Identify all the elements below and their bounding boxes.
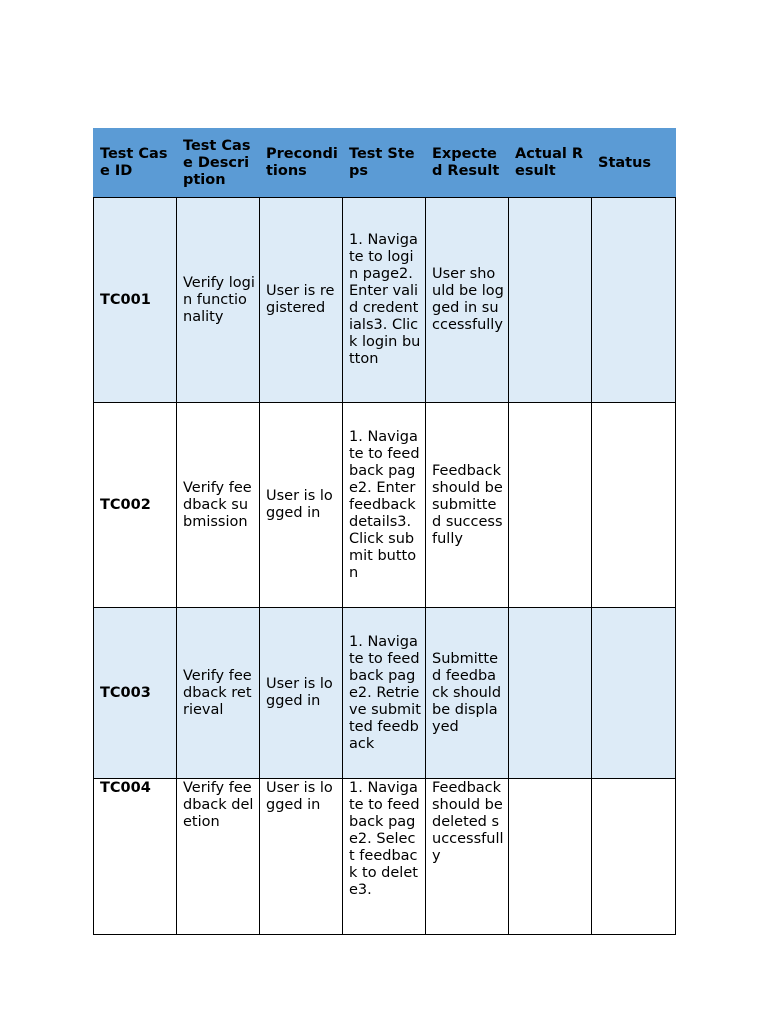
table-row — [94, 198, 676, 403]
test-case-id-cell: TC003 — [94, 608, 177, 779]
status-cell — [592, 403, 676, 608]
expected-result-cell: User should be logged in successfully — [426, 198, 509, 403]
description-cell: Verify login functionality — [177, 198, 260, 403]
test-steps-cell: 1. Navigate to feedback page2. Enter feedback details3. Click submit button — [343, 403, 426, 608]
header-test-case-id: Test Case ID — [94, 129, 177, 198]
description-cell: Verify feedback deletion — [177, 779, 260, 935]
test-steps-cell: 1. Navigate to login page2. Enter valid credentials3. Click login button — [343, 198, 426, 403]
actual-result-cell — [509, 198, 592, 403]
actual-result-cell — [509, 403, 592, 608]
preconditions-cell: User is logged in — [260, 779, 343, 935]
actual-result-cell — [509, 779, 592, 935]
description-cell: Verify feedback submission — [177, 403, 260, 608]
table-row — [94, 608, 676, 779]
preconditions-cell: User is registered — [260, 198, 343, 403]
test-case-table — [93, 128, 676, 935]
expected-result-cell: Feedback should be submitted successfully — [426, 403, 509, 608]
header-test-steps: Test Steps — [343, 129, 426, 198]
test-case-id-cell: TC004 — [94, 779, 177, 935]
preconditions-cell: User is logged in — [260, 403, 343, 608]
header-preconditions: Preconditions — [260, 129, 343, 198]
status-cell — [592, 608, 676, 779]
header-expected-result: Expected Result — [426, 129, 509, 198]
header-actual-result: Actual Result — [509, 129, 592, 198]
expected-result-cell: Submitted feedback should be displayed — [426, 608, 509, 779]
preconditions-cell: User is logged in — [260, 608, 343, 779]
table-header-row — [94, 129, 676, 198]
table-row — [94, 403, 676, 608]
test-steps-cell: 1. Navigate to feedback page2. Retrieve submitted feedback — [343, 608, 426, 779]
test-steps-cell: 1. Navigate to feedback page2. Select feedback to delete3. — [343, 779, 426, 935]
test-case-id-cell: TC001 — [94, 198, 177, 403]
table-row — [94, 779, 676, 935]
description-cell: Verify feedback retrieval — [177, 608, 260, 779]
test-case-id-cell: TC002 — [94, 403, 177, 608]
header-test-case-description: Test Case Description — [177, 129, 260, 198]
status-cell — [592, 779, 676, 935]
header-status: Status — [592, 129, 676, 198]
status-cell — [592, 198, 676, 403]
expected-result-cell: Feedback should be deleted successfully — [426, 779, 509, 935]
actual-result-cell — [509, 608, 592, 779]
